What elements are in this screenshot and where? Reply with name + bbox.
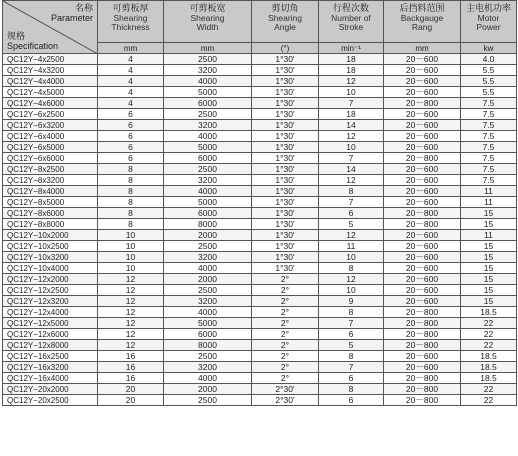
backgauge-cell: 20－600 xyxy=(384,131,461,142)
model-cell: QC12Y−16x3200 xyxy=(3,362,98,373)
angle-cell: 1°30' xyxy=(252,131,319,142)
motor-power-cell: 15 xyxy=(461,241,517,252)
angle-cell: 1°30' xyxy=(252,142,319,153)
col-header-stroke: 行程次数 Number of Stroke xyxy=(319,1,384,43)
thickness-cell: 16 xyxy=(98,351,164,362)
backgauge-cell: 20－800 xyxy=(384,307,461,318)
backgauge-cell: 20－600 xyxy=(384,351,461,362)
width-cell: 3200 xyxy=(164,65,252,76)
angle-cell: 2° xyxy=(252,307,319,318)
stroke-cell: 8 xyxy=(319,263,384,274)
backgauge-cell: 20－600 xyxy=(384,87,461,98)
table-row xyxy=(3,76,517,87)
stroke-cell: 8 xyxy=(319,384,384,395)
angle-cell: 1°30' xyxy=(252,208,319,219)
width-cell: 6000 xyxy=(164,153,252,164)
model-cell: QC12Y−4x2500 xyxy=(3,54,98,65)
motor-power-cell: 7.5 xyxy=(461,131,517,142)
stroke-cell: 8 xyxy=(319,186,384,197)
table-row xyxy=(3,285,517,296)
corner-header-cell xyxy=(3,1,98,54)
table-row xyxy=(3,153,517,164)
thickness-cell: 8 xyxy=(98,219,164,230)
stroke-cell: 12 xyxy=(319,175,384,186)
table-row xyxy=(3,164,517,175)
stroke-cell: 5 xyxy=(319,219,384,230)
thickness-cell: 8 xyxy=(98,197,164,208)
backgauge-cell: 20－600 xyxy=(384,54,461,65)
motor-power-cell: 11 xyxy=(461,186,517,197)
angle-cell: 1°30' xyxy=(252,98,319,109)
width-cell: 2500 xyxy=(164,109,252,120)
angle-cell: 2° xyxy=(252,285,319,296)
width-cell: 2500 xyxy=(164,54,252,65)
width-cell: 3200 xyxy=(164,362,252,373)
thickness-cell: 12 xyxy=(98,307,164,318)
backgauge-cell: 20－800 xyxy=(384,98,461,109)
thickness-cell: 10 xyxy=(98,241,164,252)
motor-power-cell: 18.5 xyxy=(461,307,517,318)
angle-cell: 1°30' xyxy=(252,219,319,230)
width-cell: 2500 xyxy=(164,241,252,252)
thickness-cell: 8 xyxy=(98,208,164,219)
width-cell: 2000 xyxy=(164,230,252,241)
table-row xyxy=(3,274,517,285)
table-row xyxy=(3,87,517,98)
model-cell: QC12Y−6x6000 xyxy=(3,153,98,164)
stroke-cell: 10 xyxy=(319,87,384,98)
table-row xyxy=(3,54,517,65)
thickness-cell: 8 xyxy=(98,164,164,175)
model-cell: QC12Y−10x4000 xyxy=(3,263,98,274)
motor-power-cell: 7.5 xyxy=(461,164,517,175)
table-row xyxy=(3,340,517,351)
backgauge-cell: 20－600 xyxy=(384,142,461,153)
width-cell: 4000 xyxy=(164,131,252,142)
model-cell: QC12Y−10x2000 xyxy=(3,230,98,241)
angle-cell: 1°30' xyxy=(252,153,319,164)
motor-power-cell: 7.5 xyxy=(461,175,517,186)
width-cell: 4000 xyxy=(164,76,252,87)
thickness-cell: 12 xyxy=(98,329,164,340)
corner-spec-en: Specification xyxy=(7,41,59,51)
model-cell: QC12Y−8x2500 xyxy=(3,164,98,175)
width-cell: 4000 xyxy=(164,373,252,384)
motor-power-cell: 18.5 xyxy=(461,373,517,384)
thickness-cell: 4 xyxy=(98,98,164,109)
stroke-cell: 6 xyxy=(319,395,384,406)
stroke-cell: 18 xyxy=(319,54,384,65)
model-cell: QC12Y−20x2500 xyxy=(3,395,98,406)
width-cell: 3200 xyxy=(164,296,252,307)
angle-cell: 1°30' xyxy=(252,197,319,208)
motor-power-cell: 22 xyxy=(461,340,517,351)
backgauge-cell: 20－600 xyxy=(384,109,461,120)
table-row xyxy=(3,109,517,120)
width-cell: 4000 xyxy=(164,263,252,274)
angle-cell: 2° xyxy=(252,351,319,362)
width-cell: 3200 xyxy=(164,175,252,186)
table-row xyxy=(3,296,517,307)
motor-power-cell: 18.5 xyxy=(461,362,517,373)
width-cell: 2500 xyxy=(164,395,252,406)
width-cell: 4000 xyxy=(164,307,252,318)
backgauge-cell: 20－600 xyxy=(384,175,461,186)
width-cell: 4000 xyxy=(164,186,252,197)
angle-cell: 2° xyxy=(252,329,319,340)
stroke-cell: 14 xyxy=(319,120,384,131)
model-cell: QC12Y−6x3200 xyxy=(3,120,98,131)
table-row xyxy=(3,318,517,329)
thickness-cell: 16 xyxy=(98,362,164,373)
stroke-cell: 8 xyxy=(319,351,384,362)
width-cell: 2500 xyxy=(164,351,252,362)
table-row xyxy=(3,252,517,263)
stroke-cell: 7 xyxy=(319,98,384,109)
width-cell: 5000 xyxy=(164,142,252,153)
col-header-motor-power: 主电机功率 Motor Power xyxy=(461,1,517,43)
thickness-cell: 6 xyxy=(98,109,164,120)
backgauge-cell: 20－600 xyxy=(384,274,461,285)
motor-power-cell: 7.5 xyxy=(461,98,517,109)
model-cell: QC12Y−8x3200 xyxy=(3,175,98,186)
angle-cell: 2° xyxy=(252,274,319,285)
model-cell: QC12Y−12x4000 xyxy=(3,307,98,318)
backgauge-cell: 20－600 xyxy=(384,186,461,197)
backgauge-cell: 20－600 xyxy=(384,197,461,208)
motor-power-cell: 15 xyxy=(461,274,517,285)
table-row xyxy=(3,186,517,197)
angle-cell: 1°30' xyxy=(252,186,319,197)
stroke-cell: 10 xyxy=(319,285,384,296)
unit-backgauge: mm xyxy=(384,43,461,54)
width-cell: 3200 xyxy=(164,120,252,131)
model-cell: QC12Y−4x5000 xyxy=(3,87,98,98)
table-row xyxy=(3,362,517,373)
stroke-cell: 7 xyxy=(319,153,384,164)
backgauge-cell: 20－600 xyxy=(384,362,461,373)
model-cell: QC12Y−8x5000 xyxy=(3,197,98,208)
thickness-cell: 12 xyxy=(98,274,164,285)
backgauge-cell: 20－600 xyxy=(384,65,461,76)
width-cell: 6000 xyxy=(164,329,252,340)
backgauge-cell: 20－600 xyxy=(384,230,461,241)
unit-width: mm xyxy=(164,43,252,54)
width-cell: 8000 xyxy=(164,219,252,230)
model-cell: QC12Y−12x8000 xyxy=(3,340,98,351)
width-cell: 2000 xyxy=(164,274,252,285)
table-row xyxy=(3,395,517,406)
stroke-cell: 12 xyxy=(319,131,384,142)
model-cell: QC12Y−8x4000 xyxy=(3,186,98,197)
width-cell: 2500 xyxy=(164,164,252,175)
backgauge-cell: 20－800 xyxy=(384,208,461,219)
motor-power-cell: 15 xyxy=(461,296,517,307)
table-row xyxy=(3,351,517,362)
thickness-cell: 4 xyxy=(98,65,164,76)
stroke-cell: 6 xyxy=(319,208,384,219)
unit-angle: (°) xyxy=(252,43,319,54)
stroke-cell: 18 xyxy=(319,65,384,76)
backgauge-cell: 20－800 xyxy=(384,318,461,329)
backgauge-cell: 20－800 xyxy=(384,329,461,340)
angle-cell: 1°30' xyxy=(252,263,319,274)
backgauge-cell: 20－600 xyxy=(384,296,461,307)
backgauge-cell: 20－800 xyxy=(384,340,461,351)
thickness-cell: 12 xyxy=(98,285,164,296)
corner-parameter-zh: 名称 xyxy=(74,3,93,13)
table-row xyxy=(3,241,517,252)
model-cell: QC12Y−12x2000 xyxy=(3,274,98,285)
stroke-cell: 12 xyxy=(319,230,384,241)
backgauge-cell: 20－600 xyxy=(384,263,461,274)
angle-cell: 2° xyxy=(252,296,319,307)
table-row xyxy=(3,230,517,241)
backgauge-cell: 20－800 xyxy=(384,395,461,406)
stroke-cell: 8 xyxy=(319,307,384,318)
backgauge-cell: 20－600 xyxy=(384,164,461,175)
table-row xyxy=(3,131,517,142)
model-cell: QC12Y−4x4000 xyxy=(3,76,98,87)
thickness-cell: 12 xyxy=(98,296,164,307)
motor-power-cell: 7.5 xyxy=(461,142,517,153)
model-cell: QC12Y−6x4000 xyxy=(3,131,98,142)
thickness-cell: 12 xyxy=(98,340,164,351)
motor-power-cell: 15 xyxy=(461,252,517,263)
thickness-cell: 10 xyxy=(98,230,164,241)
motor-power-cell: 7.5 xyxy=(461,109,517,120)
model-cell: QC12Y−6x2500 xyxy=(3,109,98,120)
model-cell: QC12Y−6x5000 xyxy=(3,142,98,153)
angle-cell: 1°30' xyxy=(252,76,319,87)
motor-power-cell: 7.5 xyxy=(461,153,517,164)
angle-cell: 1°30' xyxy=(252,54,319,65)
width-cell: 5000 xyxy=(164,87,252,98)
table-row xyxy=(3,175,517,186)
table-row xyxy=(3,65,517,76)
stroke-cell: 7 xyxy=(319,362,384,373)
motor-power-cell: 11 xyxy=(461,230,517,241)
thickness-cell: 6 xyxy=(98,153,164,164)
motor-power-cell: 15 xyxy=(461,263,517,274)
stroke-cell: 14 xyxy=(319,164,384,175)
backgauge-cell: 20－800 xyxy=(384,384,461,395)
backgauge-cell: 20－600 xyxy=(384,120,461,131)
thickness-cell: 6 xyxy=(98,142,164,153)
thickness-cell: 6 xyxy=(98,131,164,142)
stroke-cell: 6 xyxy=(319,373,384,384)
spec-table xyxy=(2,0,517,406)
thickness-cell: 20 xyxy=(98,395,164,406)
model-cell: QC12Y−16x2500 xyxy=(3,351,98,362)
motor-power-cell: 15 xyxy=(461,208,517,219)
backgauge-cell: 20－600 xyxy=(384,285,461,296)
motor-power-cell: 5.5 xyxy=(461,87,517,98)
thickness-cell: 4 xyxy=(98,76,164,87)
motor-power-cell: 15 xyxy=(461,219,517,230)
thickness-cell: 20 xyxy=(98,384,164,395)
stroke-cell: 7 xyxy=(319,318,384,329)
model-cell: QC12Y−10x3200 xyxy=(3,252,98,263)
model-cell: QC12Y−12x5000 xyxy=(3,318,98,329)
backgauge-cell: 20－600 xyxy=(384,241,461,252)
model-cell: QC12Y−20x2000 xyxy=(3,384,98,395)
backgauge-cell: 20－600 xyxy=(384,252,461,263)
width-cell: 6000 xyxy=(164,208,252,219)
angle-cell: 2° xyxy=(252,373,319,384)
stroke-cell: 5 xyxy=(319,340,384,351)
backgauge-cell: 20－600 xyxy=(384,76,461,87)
motor-power-cell: 11 xyxy=(461,197,517,208)
col-header-thickness: 可剪板厚 Shearing Thickness xyxy=(98,1,164,43)
backgauge-cell: 20－800 xyxy=(384,153,461,164)
stroke-cell: 18 xyxy=(319,109,384,120)
backgauge-cell: 20－800 xyxy=(384,373,461,384)
table-row xyxy=(3,120,517,131)
model-cell: QC12Y−12x6000 xyxy=(3,329,98,340)
angle-cell: 1°30' xyxy=(252,241,319,252)
model-cell: QC12Y−10x2500 xyxy=(3,241,98,252)
corner-spec-zh: 规格 xyxy=(7,31,26,41)
angle-cell: 2° xyxy=(252,340,319,351)
width-cell: 5000 xyxy=(164,197,252,208)
stroke-cell: 6 xyxy=(319,329,384,340)
table-row xyxy=(3,208,517,219)
thickness-cell: 4 xyxy=(98,87,164,98)
stroke-cell: 10 xyxy=(319,252,384,263)
model-cell: QC12Y−8x8000 xyxy=(3,219,98,230)
angle-cell: 2°30' xyxy=(252,395,319,406)
motor-power-cell: 5.5 xyxy=(461,65,517,76)
model-cell: QC12Y−4x6000 xyxy=(3,98,98,109)
model-cell: QC12Y−16x4000 xyxy=(3,373,98,384)
table-row xyxy=(3,98,517,109)
thickness-cell: 10 xyxy=(98,263,164,274)
angle-cell: 1°30' xyxy=(252,164,319,175)
unit-stroke: min⁻¹ xyxy=(319,43,384,54)
angle-cell: 2° xyxy=(252,318,319,329)
unit-motor-power: kw xyxy=(461,43,517,54)
stroke-cell: 11 xyxy=(319,241,384,252)
col-header-backgauge: 后挡料范围 Backgauge Rang xyxy=(384,1,461,43)
backgauge-cell: 20－800 xyxy=(384,219,461,230)
motor-power-cell: 22 xyxy=(461,384,517,395)
table-row xyxy=(3,373,517,384)
thickness-cell: 4 xyxy=(98,54,164,65)
motor-power-cell: 15 xyxy=(461,285,517,296)
angle-cell: 1°30' xyxy=(252,252,319,263)
motor-power-cell: 22 xyxy=(461,395,517,406)
thickness-cell: 12 xyxy=(98,318,164,329)
angle-cell: 1°30' xyxy=(252,109,319,120)
angle-cell: 2° xyxy=(252,362,319,373)
model-cell: QC12Y−8x6000 xyxy=(3,208,98,219)
width-cell: 5000 xyxy=(164,318,252,329)
angle-cell: 1°30' xyxy=(252,120,319,131)
width-cell: 3200 xyxy=(164,252,252,263)
table-header xyxy=(3,1,517,54)
unit-thickness: mm xyxy=(98,43,164,54)
table-row xyxy=(3,219,517,230)
angle-cell: 1°30' xyxy=(252,87,319,98)
stroke-cell: 9 xyxy=(319,296,384,307)
table-row xyxy=(3,197,517,208)
table-row xyxy=(3,329,517,340)
stroke-cell: 10 xyxy=(319,142,384,153)
motor-power-cell: 5.5 xyxy=(461,76,517,87)
table-row xyxy=(3,384,517,395)
thickness-cell: 10 xyxy=(98,252,164,263)
width-cell: 2000 xyxy=(164,384,252,395)
table-row xyxy=(3,263,517,274)
thickness-cell: 6 xyxy=(98,120,164,131)
thickness-cell: 8 xyxy=(98,175,164,186)
angle-cell: 2°30' xyxy=(252,384,319,395)
stroke-cell: 12 xyxy=(319,76,384,87)
motor-power-cell: 18.5 xyxy=(461,351,517,362)
corner-parameter-en: Parameter xyxy=(50,13,93,23)
table-row xyxy=(3,307,517,318)
table-body xyxy=(3,54,517,406)
motor-power-cell: 4.0 xyxy=(461,54,517,65)
width-cell: 2500 xyxy=(164,285,252,296)
thickness-cell: 8 xyxy=(98,186,164,197)
thickness-cell: 16 xyxy=(98,373,164,384)
angle-cell: 1°30' xyxy=(252,65,319,76)
stroke-cell: 7 xyxy=(319,197,384,208)
table-row xyxy=(3,142,517,153)
angle-cell: 1°30' xyxy=(252,175,319,186)
width-cell: 8000 xyxy=(164,340,252,351)
model-cell: QC12Y−12x2500 xyxy=(3,285,98,296)
width-cell: 6000 xyxy=(164,98,252,109)
col-header-width: 可剪板宽 Shearing Width xyxy=(164,1,252,43)
col-header-angle: 剪切角 Shearing Angle xyxy=(252,1,319,43)
stroke-cell: 12 xyxy=(319,274,384,285)
model-cell: QC12Y−4x3200 xyxy=(3,65,98,76)
motor-power-cell: 22 xyxy=(461,329,517,340)
model-cell: QC12Y−12x3200 xyxy=(3,296,98,307)
angle-cell: 1°30' xyxy=(252,230,319,241)
motor-power-cell: 22 xyxy=(461,318,517,329)
motor-power-cell: 7.5 xyxy=(461,120,517,131)
